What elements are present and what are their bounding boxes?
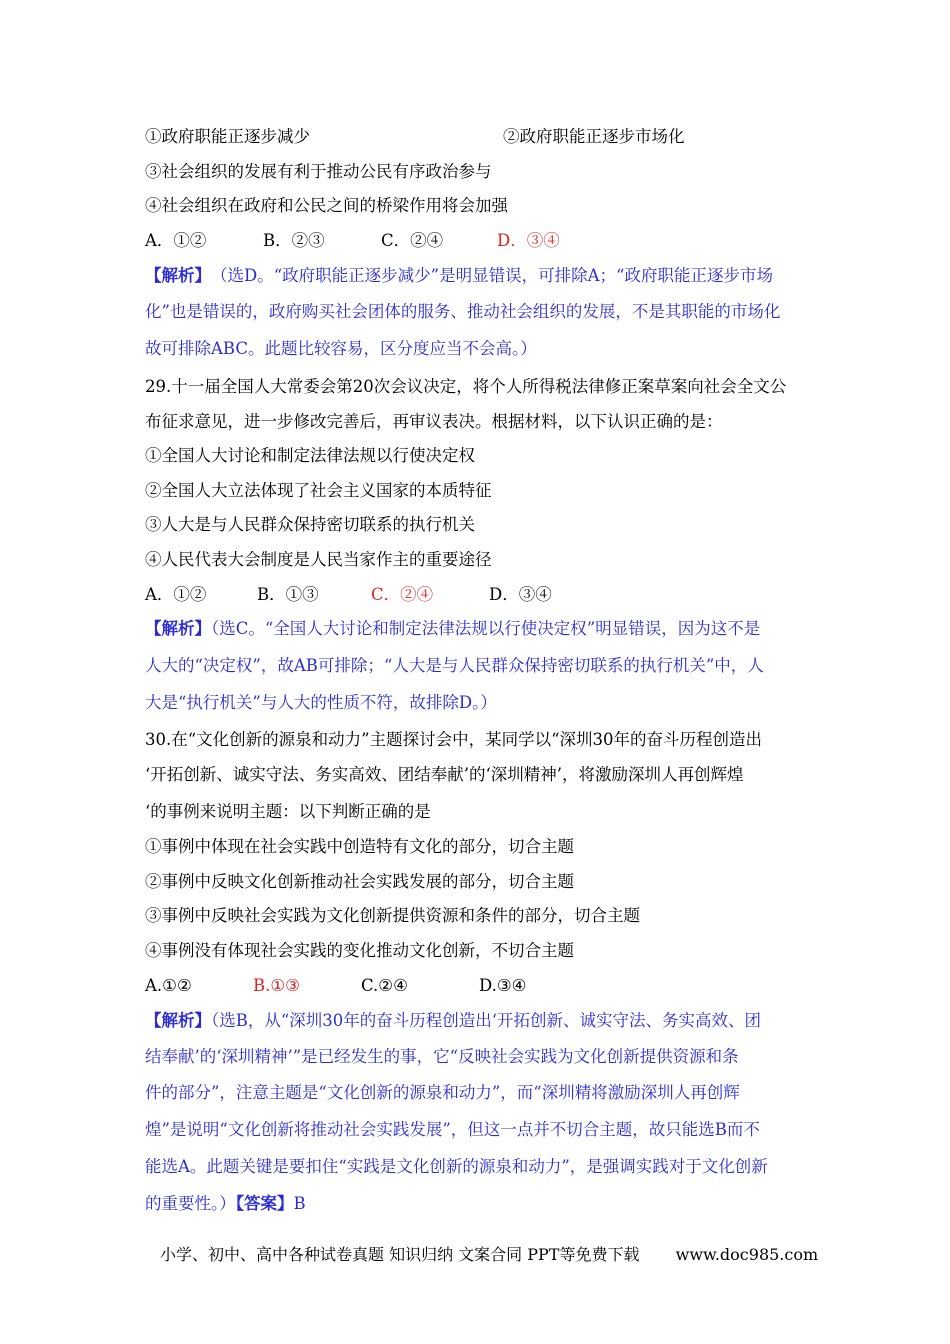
- q30-explanation-line-2: 结奉献’的‘深圳精神’”是已经发生的事，它“反映社会实践为文化创新提供资源和条: [145, 1047, 739, 1066]
- footer-text: 小学、初中、高中各种试卷真题 知识归纳 文案合同 PPT等免费下载: [160, 1245, 640, 1264]
- q30-options: [145, 974, 565, 998]
- q29-option-c-correct: C．②④: [371, 585, 434, 604]
- q30-item-1: ①事例中体现在社会实践中创造特有文化的部分，切合主题: [145, 837, 574, 856]
- footer-site-link[interactable]: www.doc985.com: [675, 1245, 819, 1264]
- q29-explanation-tag: 【解析】: [145, 619, 211, 638]
- q30-explanation-line-5: 能选A。此题关键是要扣住“实践是文化创新的源泉和动力”，是强调实践对于文化创新: [145, 1157, 768, 1176]
- q28-explanation-line-3: 故可排除ABC。此题比较容易，区分度应当不会高。）: [145, 339, 537, 358]
- q28-item-row-1: [145, 125, 685, 149]
- q30-option-b-correct: B.①③: [253, 976, 300, 995]
- q29-explanation-line-3: 大是“执行机关”与人大的性质不符，故排除D。）: [145, 693, 497, 712]
- q29-explanation-line-2: 人大的“决定权”，故AB可排除；“人大是与人民群众保持密切联系的执行机关”中，人: [145, 656, 764, 675]
- q30-answer-tag: 【答案】: [235, 1194, 294, 1213]
- q30-explanation-line-6: [145, 1192, 306, 1216]
- q29-explanation-line-1: [145, 617, 760, 641]
- q28-explanation-line-2: 化”也是错误的，政府购买社会团体的服务、推动社会组织的发展，不是其职能的市场化: [145, 302, 781, 321]
- q30-item-4: ④事例没有体现社会实践的变化推动文化创新，不切合主题: [145, 941, 574, 960]
- q30-explanation-tag: 【解析】: [145, 1011, 211, 1030]
- q28-option-c: C．②④: [381, 231, 444, 250]
- q30-item-2: ②事例中反映文化创新推动社会实践发展的部分，切合主题: [145, 872, 574, 891]
- q29-item-4: ④人民代表大会制度是人民当家作主的重要途径: [145, 550, 492, 569]
- q29-option-d: D．③④: [489, 585, 552, 604]
- q29-stem-line-2: 布征求意见，进一步修改完善后，再审议表决。根据材料，以下认识正确的是：: [145, 412, 723, 431]
- q28-explanation-text-1: （选D。“政府职能正逐步减少”是明显错误，可排除A；“政府职能正逐步市场: [211, 266, 773, 285]
- q29-stem-line-1: 29.十一届全国人大常委会第20次会议决定，将个人所得税法律修正案草案向社会全文公: [145, 377, 787, 396]
- q30-answer-value: B: [293, 1194, 306, 1213]
- q30-explanation-text-6: 的重要性。）: [145, 1194, 236, 1213]
- q29-option-a: A．①②: [145, 585, 207, 604]
- q30-explanation-line-1: [145, 1009, 761, 1033]
- page-footer: [160, 1243, 818, 1267]
- q28-item-4: ④社会组织在政府和公民之间的桥梁作用将会加强: [145, 196, 508, 215]
- q29-options: [145, 583, 565, 607]
- q28-option-a: A．①②: [145, 231, 207, 250]
- q28-item-3: ③社会组织的发展有利于推动公民有序政治参与: [145, 162, 492, 181]
- q29-item-3: ③人大是与人民群众保持密切联系的执行机关: [145, 515, 475, 534]
- q30-stem-line-2: ‘开拓创新、诚实守法、务实高效、团结奉献’的‘深圳精神’，将激励深圳人再创辉煌: [145, 765, 744, 784]
- q30-item-3: ③事例中反映社会实践为文化创新提供资源和条件的部分，切合主题: [145, 906, 640, 925]
- q28-options: [145, 229, 565, 253]
- q30-explanation-line-4: 煌”是说明“文化创新将推动社会实践发展”，但这一点并不切合主题，故只能选B而不: [145, 1120, 760, 1139]
- q30-stem-line-3: ‘的事例来说明主题：以下判断正确的是: [145, 802, 431, 821]
- q29-explanation-text-1: （选C。“全国人大讨论和制定法律法规以行使决定权”明显错误，因为这不是: [211, 619, 761, 638]
- q30-stem-line-1: 30.在“文化创新的源泉和动力”主题探讨会中，某同学以“深圳30年的奋斗历程创造出: [145, 730, 763, 749]
- q28-explanation-tag: 【解析】: [145, 266, 211, 285]
- q28-option-b: B．②③: [263, 231, 325, 250]
- q30-explanation-text-1: （选B，从“深圳30年的奋斗历程创造出‘开拓创新、诚实守法、务实高效、团: [211, 1011, 762, 1030]
- q29-item-1: ①全国人大讨论和制定法律法规以行使决定权: [145, 446, 475, 465]
- q29-option-b: B．①③: [257, 585, 319, 604]
- q28-item-1: ①政府职能正逐步减少: [145, 127, 310, 146]
- q29-item-2: ②全国人大立法体现了社会主义国家的本质特征: [145, 481, 492, 500]
- q30-explanation-line-3: 件的部分”，注意主题是“文化创新的源泉和动力”，而“深圳精将激励深圳人再创辉: [145, 1083, 740, 1102]
- q28-explanation-line-1: [145, 264, 805, 288]
- q30-option-c: C.②④: [361, 976, 408, 995]
- q30-option-d: D.③④: [479, 976, 527, 995]
- q28-item-2: ②政府职能正逐步市场化: [503, 127, 685, 146]
- q28-option-d-correct: D．③④: [497, 231, 560, 250]
- q30-option-a: A.①②: [145, 976, 192, 995]
